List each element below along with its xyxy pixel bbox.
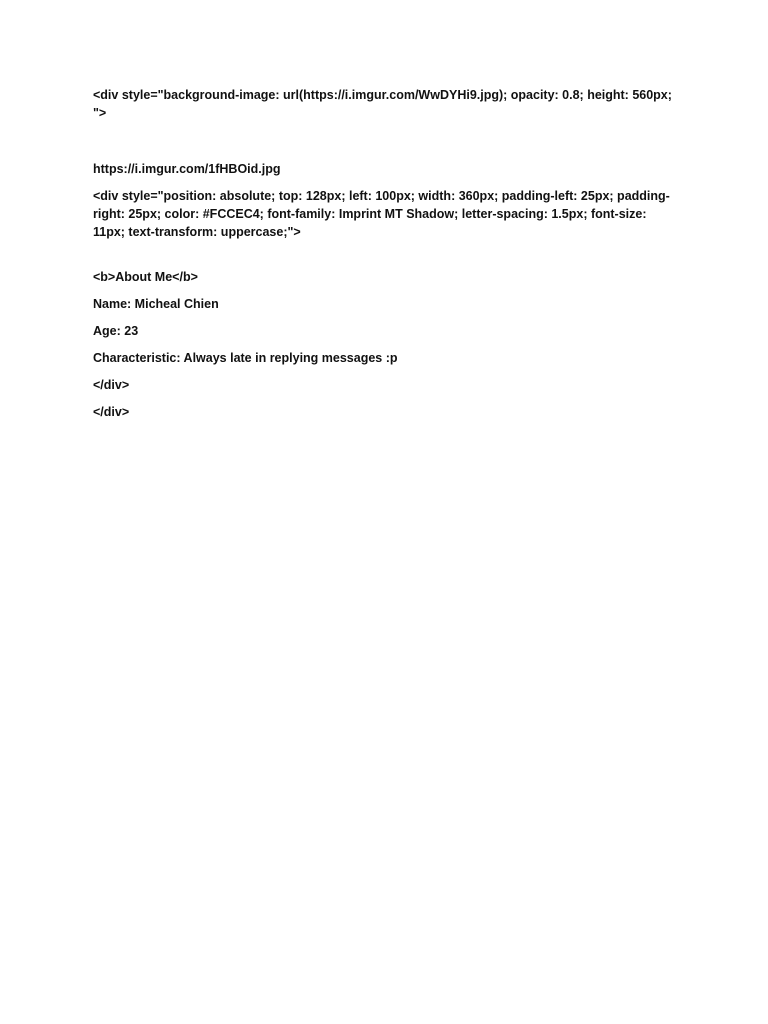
document-body	[93, 86, 673, 421]
paragraph-spacer	[93, 367, 673, 376]
paragraph-spacer	[93, 122, 673, 160]
paragraph-spacer	[93, 286, 673, 295]
paragraph-age: Age: 23	[93, 324, 139, 338]
paragraph-name: Name: Micheal Chien	[93, 297, 219, 311]
paragraph-spacer	[93, 241, 673, 268]
paragraph-spacer	[93, 394, 673, 403]
paragraph-outer-div-open: <div style="background-image: url(https://i.imgur.com/WwDYHi9.jpg); opacity: 0.8; height: 560px; ">	[93, 88, 672, 120]
paragraph-spacer	[93, 178, 673, 187]
paragraph-about-me: <b>About Me</b>	[93, 270, 198, 284]
paragraph-inner-div-open: <div style="position: absolute; top: 128px; left: 100px; width: 360px; padding-left: 25px; padding-right: 25px; color: #FCCEC4; font-family: Imprint MT Shadow; letter-spacing: 1.5px; font-size: 11px; text-transform: uppercase;">	[93, 189, 670, 239]
paragraph-outer-div-close: </div>	[93, 405, 130, 419]
paragraph-spacer	[93, 313, 673, 322]
paragraph-image-url: https://i.imgur.com/1fHBOid.jpg	[93, 162, 281, 176]
paragraph-inner-div-close: </div>	[93, 378, 130, 392]
paragraph-characteristic: Characteristic: Always late in replying messages :p	[93, 351, 398, 365]
paragraph-spacer	[93, 340, 673, 349]
